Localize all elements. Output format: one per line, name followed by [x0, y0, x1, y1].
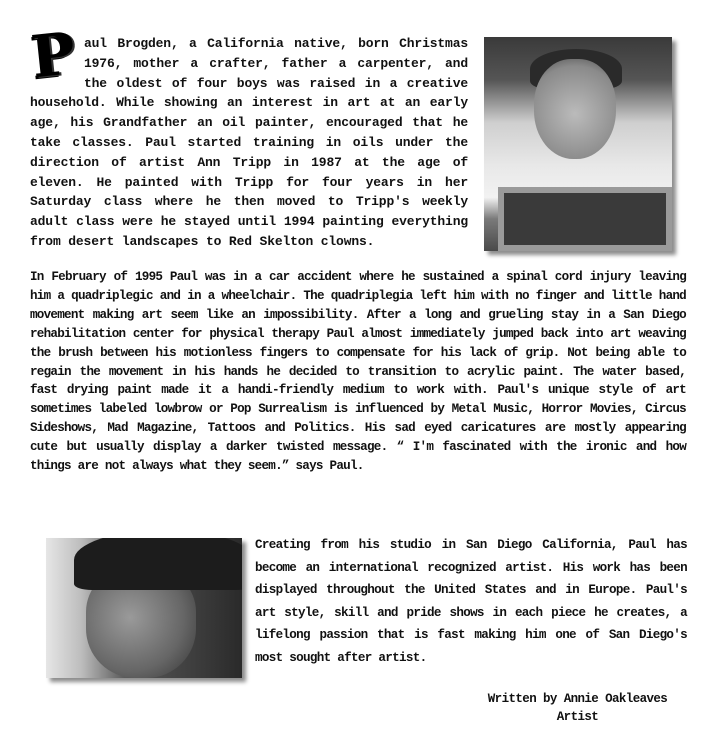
drop-cap: P [28, 19, 79, 92]
accident-paragraph: In February of 1995 Paul was in a car accident where he sustained a spinal cord injury leaving him a quadriplegic and in a wheelchair. The quadriplegia left him with no finger and little hand movement making art seem like an impossibility. After a long and grueling stay in a San Diego rehabilitation center for physical therapy Paul almost immediately jumped back into art weaving the brush between his motionless fingers to compensate for his lack of grip. Not being able to regain the movement in his hands he decided to transition to acrylic paint. The water based, fast drying paint made it a handi-friendly medium to work with. Paul's unique style of art sometimes labeled lowbrow or Pop Surrealism is influenced by Metal Music, Horror Movies, Circus Sideshows, Mad Magazine, Tattoos and Politics. His sad eyed caricatures are mostly appearing cute but usually display a darker twisted message. “ I'm fascinated with the ironic and how things are not always what they seem.” says Paul. [30, 270, 686, 474]
byline [470, 690, 685, 726]
intro-paragraph [28, 19, 468, 252]
childhood-photo [484, 37, 672, 251]
photo-cap [74, 538, 242, 590]
studio-paragraph: Creating from his studio in San Diego California, Paul has become an international recognized artist. His work has been displayed throughout the United States and in Europe. Paul's art style, skill and pride shows in each piece he creates, a lifelong passion that is fast making him one of San Diego's most sought after artist. [255, 538, 687, 665]
byline-author: Written by Annie Oakleaves [487, 692, 668, 706]
photo-face [534, 59, 616, 159]
portrait-photo [46, 538, 242, 678]
intro-text: aul Brogden, a California native, born Christmas 1976, mother a crafter, father a carpenter, and the oldest of four boys was raised in a creative household. While showing an interest in art at an early age, his Grandfather an oil painter, encouraged that he take classes. Paul started training in oils under the direction of artist Ann Tripp in 1987 at the age of eleven. He painted with Tripp for four years in her Saturday class where he then moved to Tripp's weekly adult class were he stayed until 1994 painting everything from desert landscapes to Red Skelton clowns. [30, 36, 468, 249]
byline-role: Artist [556, 710, 599, 724]
photo-painting-frame [498, 187, 672, 251]
